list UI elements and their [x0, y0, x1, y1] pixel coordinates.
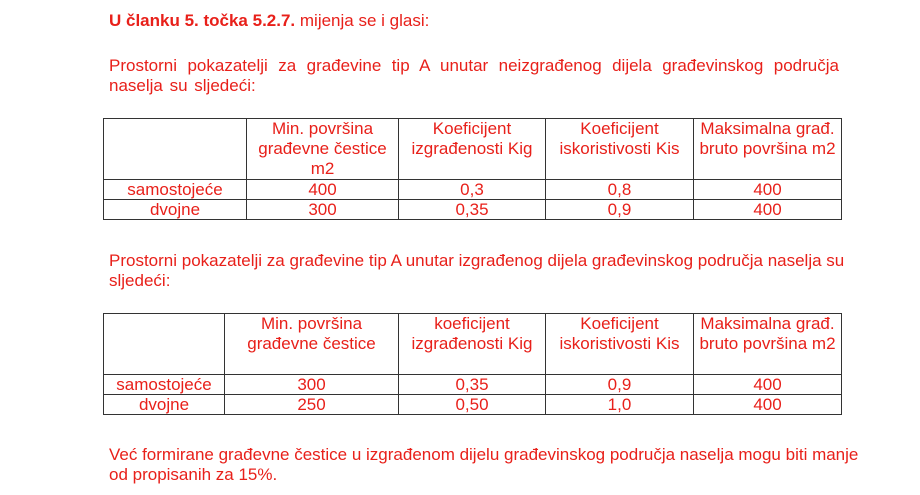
header-empty-cell [104, 119, 247, 180]
cell-value: 400 [694, 375, 842, 395]
cell-value: 0,3 [399, 180, 546, 200]
paragraph-existing-parcels: Već formirane građevne čestice u izgrađenom dijelu građevinskog područja naselja mogu biti manje od propisanih za 15%. [109, 445, 859, 484]
header-kis: Koeficijent iskoristivosti Kis [546, 314, 694, 375]
header-min-area: Min. površina građevne čestice [225, 314, 399, 375]
cell-value: 300 [247, 200, 399, 220]
paragraph-built-area: Prostorni pokazatelji za građevine tip A unutar izgrađenog dijela građevinskog područja naselja su sljedeći: [109, 251, 845, 290]
header-kig: koeficijent izgrađenosti Kig [399, 314, 546, 375]
row-label: samostojeće [104, 375, 225, 395]
table-unbuilt-area [103, 118, 842, 220]
header-kis: Koeficijent iskoristivosti Kis [546, 119, 694, 180]
table-header-row [104, 314, 842, 375]
header-kig: Koeficijent izgrađenosti Kig [399, 119, 546, 180]
cell-value: 400 [694, 200, 842, 220]
cell-value: 0,50 [399, 395, 546, 415]
heading-article-ref: U članku 5. točka 5.2.7. [109, 11, 296, 30]
cell-value: 1,0 [546, 395, 694, 415]
table-row [104, 395, 842, 415]
cell-value: 400 [694, 180, 842, 200]
heading-rest: mijenja se i glasi: [295, 11, 430, 30]
cell-value: 0,35 [399, 375, 546, 395]
header-max-gross-area: Maksimalna građ. bruto površina m2 [694, 314, 842, 375]
table-row [104, 180, 842, 200]
cell-value: 250 [225, 395, 399, 415]
table-built-area [103, 313, 842, 415]
row-label: samostojeće [104, 180, 247, 200]
cell-value: 0,35 [399, 200, 546, 220]
table-header-row [104, 119, 842, 180]
amendment-heading [109, 11, 429, 31]
paragraph-unbuilt-area: Prostorni pokazatelji za građevine tip A unutar neizgrađenog dijela građevinskog područja naselja su sljedeći: [109, 56, 839, 95]
header-empty-cell [104, 314, 225, 375]
cell-value: 400 [247, 180, 399, 200]
header-min-area: Min. površina građevne čestice m2 [247, 119, 399, 180]
table-row [104, 375, 842, 395]
row-label: dvojne [104, 395, 225, 415]
cell-value: 0,9 [546, 200, 694, 220]
header-max-gross-area: Maksimalna građ. bruto površina m2 [694, 119, 842, 180]
row-label: dvojne [104, 200, 247, 220]
table-row [104, 200, 842, 220]
cell-value: 400 [694, 395, 842, 415]
cell-value: 0,8 [546, 180, 694, 200]
cell-value: 0,9 [546, 375, 694, 395]
cell-value: 300 [225, 375, 399, 395]
